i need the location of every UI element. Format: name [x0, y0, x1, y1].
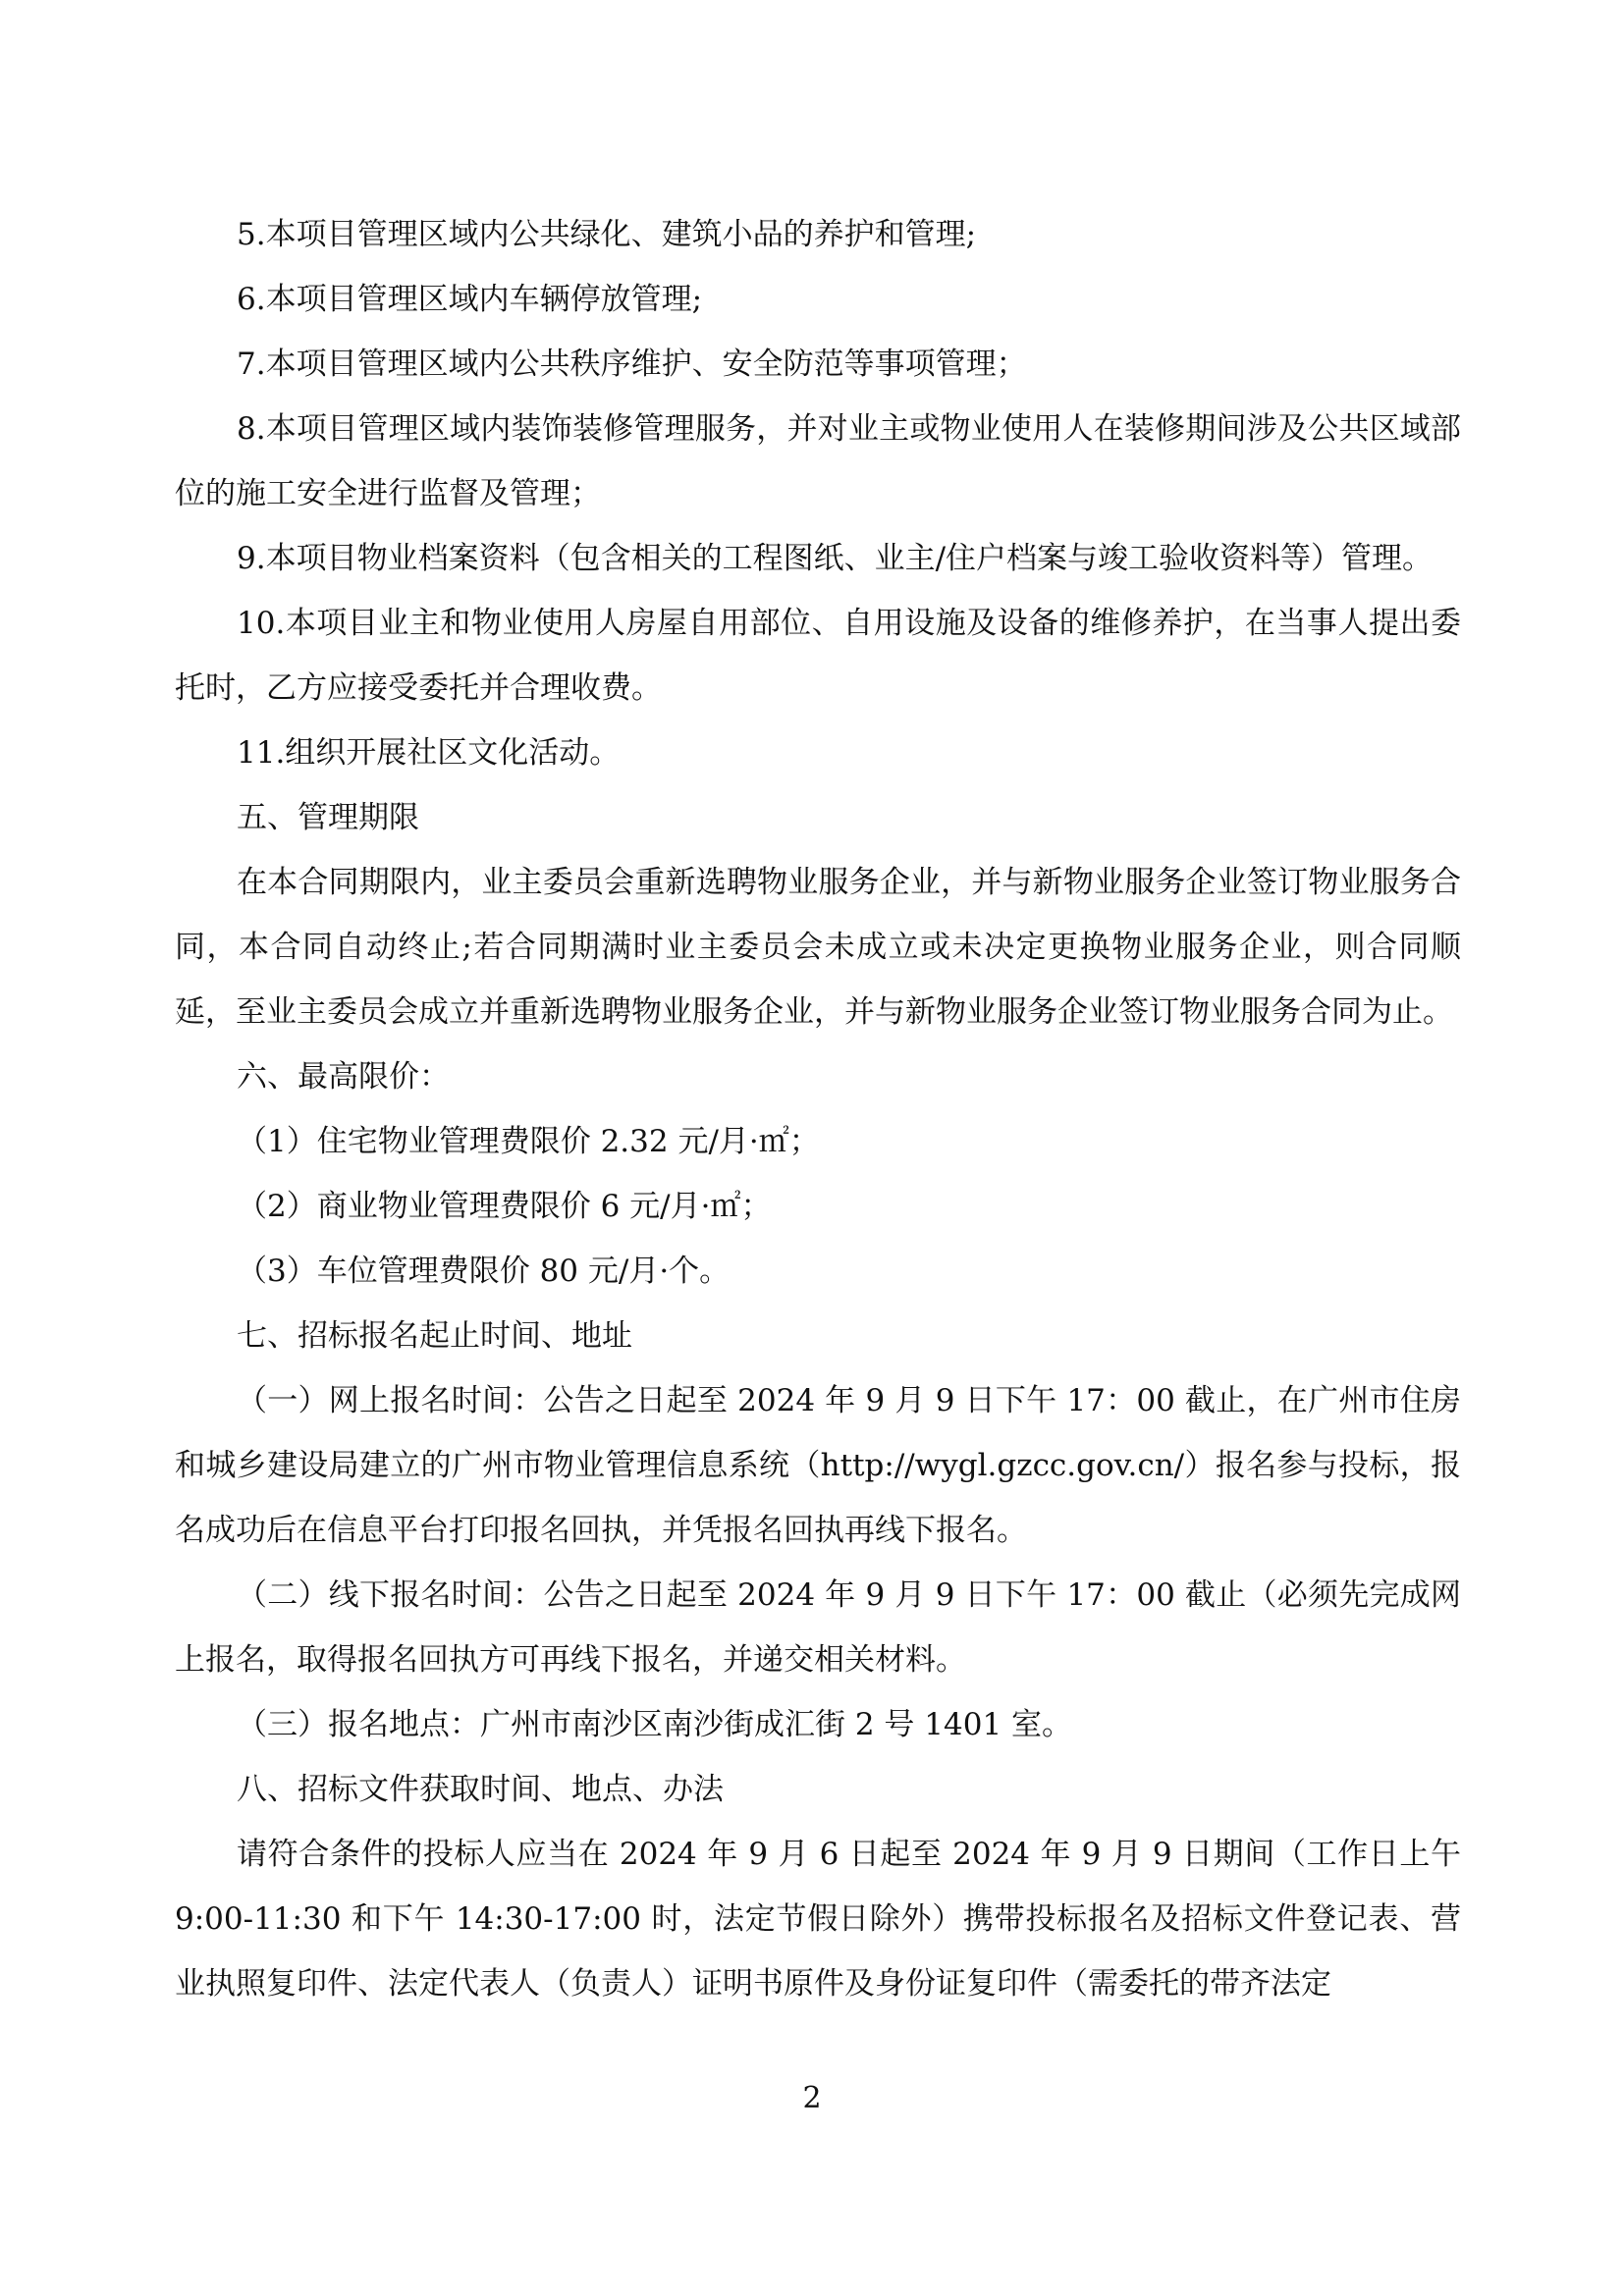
- paragraph-item-10: 10.本项目业主和物业使用人房屋自用部位、自用设施及设备的维修养护，在当事人提出委托时，乙方应接受委托并合理收费。: [175, 606, 1461, 706]
- price-limit-commercial: （2）商业物业管理费限价 6 元/月·㎡；: [237, 1189, 772, 1224]
- document-body: [175, 202, 1461, 2016]
- page-number: 2: [802, 2081, 822, 2115]
- registration-location: （三）报名地点：广州市南沙区南沙街成汇街 2 号 1401 室。: [237, 1707, 1073, 1742]
- section-heading-registration: 七、招标报名起止时间、地址: [237, 1318, 632, 1354]
- paragraph-item-7: 7.本项目管理区域内公共秩序维护、安全防范等事项管理；: [237, 347, 1027, 382]
- bidding-documents-instructions: 请符合条件的投标人应当在 2024 年 9 月 6 日起至 2024 年 9 月 9 日期间（工作日上午 9:00-11:30 和下午 14:30-17:00 时，法定节假日除外）携带投标报名及招标文件登记表、营业执照复印件、法定代表人（负责人）证明书原件及身份证复印件（需委托的带齐法定: [175, 1837, 1461, 2002]
- paragraph-item-9: 9.本项目物业档案资料（包含相关的工程图纸、业主/住户档案与竣工验收资料等）管理。: [237, 541, 1434, 576]
- section-heading-price-limit: 六、最高限价：: [237, 1059, 450, 1095]
- price-limit-residential: （1）住宅物业管理费限价 2.32 元/月·㎡；: [237, 1124, 820, 1159]
- paragraph-item-6: 6.本项目管理区域内车辆停放管理;: [237, 282, 703, 317]
- section-heading-management-term: 五、管理期限: [237, 800, 419, 835]
- section-heading-bidding-documents: 八、招标文件获取时间、地点、办法: [237, 1772, 724, 1807]
- paragraph-item-5: 5.本项目管理区域内公共绿化、建筑小品的养护和管理;: [237, 217, 977, 252]
- registration-online: （一）网上报名时间：公告之日起至 2024 年 9 月 9 日下午 17：00 截止，在广州市住房和城乡建设局建立的广州市物业管理信息系统（http://wygl.gzcc.gov.cn/）报名参与投标，报名成功后在信息平台打印报名回执，并凭报名回执再线下报名。: [175, 1383, 1461, 1548]
- registration-offline: （二）线下报名时间：公告之日起至 2024 年 9 月 9 日下午 17：00 截止（必须先完成网上报名，取得报名回执方可再线下报名，并递交相关材料。: [175, 1577, 1461, 1678]
- paragraph-item-11: 11.组织开展社区文化活动。: [237, 735, 621, 771]
- paragraph-management-term: 在本合同期限内，业主委员会重新选聘物业服务企业，并与新物业服务企业签订物业服务合同，本合同自动终止;若合同期满时业主委员会未成立或未决定更换物业服务企业，则合同顺延，至业主委员会成立并重新选聘物业服务企业，并与新物业服务企业签订物业服务合同为止。: [175, 865, 1461, 1030]
- price-limit-parking: （3）车位管理费限价 80 元/月·个。: [237, 1254, 731, 1289]
- paragraph-item-8: 8.本项目管理区域内装饰装修管理服务，并对业主或物业使用人在装修期间涉及公共区域部位的施工安全进行监督及管理；: [175, 411, 1461, 511]
